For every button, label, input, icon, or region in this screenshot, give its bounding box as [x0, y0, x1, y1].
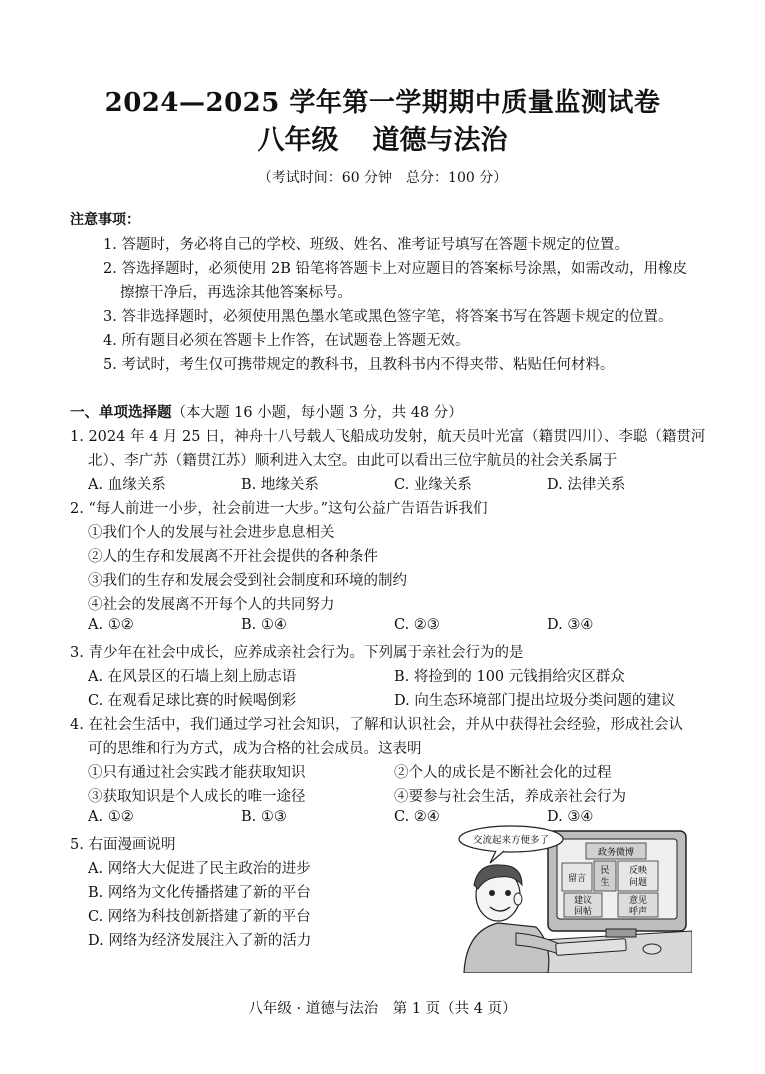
q2-item-3: ③我们的生存和发展会受到社会制度和环境的制约 [88, 573, 407, 589]
grade-subject-title [0, 118, 765, 157]
notice-item-5: 5. 考试时，考生仅可携带规定的教科书，且教科书内不得夹带、粘贴任何材料。 [103, 357, 615, 373]
notice-item-2: 2. 答选择题时，必须使用 2B 铅笔将答题卡上对应题目的答案标号涂黑，如需改动，用橡皮 [103, 261, 688, 277]
q4-option-d: D. ③④ [547, 809, 594, 825]
q1-option-a: A. 血缘关系 [88, 477, 166, 493]
cartoon-speech-text: 交流起来方便多了 [472, 835, 550, 846]
q2-option-c: C. ②③ [394, 617, 440, 633]
q4-stem: 4. 在社会生活中，我们通过学习社会知识，了解和认识社会，并从中获得社会经验，形成社会认 [70, 717, 683, 733]
q4-item-4: ④要参与社会生活，养成亲社会行为 [394, 789, 626, 805]
q2-item-4: ④社会的发展离不开每个人的共同努力 [88, 597, 335, 613]
grade-label: 八年级 [257, 125, 339, 156]
q2-item-1: ①我们个人的发展与社会进步息息相关 [88, 525, 335, 541]
q5-stem: 5. 右面漫画说明 [70, 837, 176, 853]
q4-item-3: ③获取知识是个人成长的唯一途径 [88, 789, 306, 805]
q1-option-c: C. 业缘关系 [394, 477, 472, 493]
cartoon-panel-livelihood-1: 民 [600, 866, 610, 876]
cartoon-panel-suggest-2: 回帖 [573, 907, 593, 917]
exam-info: （考试时间：60 分钟 总分：100 分） [257, 170, 508, 186]
exam-title: 2024—2025 学年第一学期期中质量监测试卷 [104, 88, 661, 118]
notice-item-3: 3. 答非选择题时，必须使用黑色墨水笔或黑色签字笔，将答案书写在答题卡规定的位置。 [103, 309, 673, 325]
q5-option-a: A. 网络大大促进了民主政治的进步 [88, 861, 311, 877]
q2-option-b: B. ①④ [241, 617, 287, 633]
q3-stem: 3. 青少年在社会中成长，应养成亲社会行为。下列属于亲社会行为的是 [70, 645, 524, 661]
q4-option-a: A. ①② [88, 809, 134, 825]
cartoon-illustration [456, 823, 692, 973]
cartoon-panel-suggest-1: 建议 [573, 896, 593, 906]
subject-label: 道德与法治 [372, 125, 508, 156]
q4-item-2: ②个人的成长是不断社会化的过程 [394, 765, 612, 781]
q2-option-a: A. ①② [88, 617, 134, 633]
notice-item-2-cont: 擦擦干净后，再选涂其他答案标号。 [120, 285, 352, 301]
q5-option-b: B. 网络为文化传播搭建了新的平台 [88, 885, 311, 901]
q4-stem-cont: 可的思维和行为方式，成为合格的社会成员。这表明 [88, 741, 422, 757]
section-title: 一、单项选择题 [70, 405, 172, 421]
q1-stem-cont: 北）、李广苏（籍贯江苏）顺利进入太空。由此可以看出三位宇航员的社会关系属于 [88, 453, 618, 469]
cartoon-screen-title: 政务微博 [597, 848, 635, 858]
cartoon-panel-opinion-2: 呼声 [628, 907, 648, 917]
section-heading [70, 401, 463, 422]
q3-option-b: B. 将捡到的 100 元钱捐给灾区群众 [394, 669, 625, 685]
q1-option-d: D. 法律关系 [547, 477, 626, 493]
page-footer: 八年级 · 道德与法治 第 1 页（共 4 页） [248, 1001, 517, 1017]
cartoon-panel-report-1: 反映 [628, 866, 648, 876]
cartoon-panel-report-2: 问题 [628, 878, 648, 888]
cartoon-panel-opinion-1: 意见 [628, 896, 648, 906]
notice-item-4: 4. 所有题目必须在答题卡上作答，在试题卷上答题无效。 [103, 333, 470, 349]
q3-option-d: D. 向生态环境部门提出垃圾分类问题的建议 [394, 693, 676, 709]
notice-heading: 注意事项： [70, 212, 140, 228]
cartoon-panel-livelihood-2: 生 [600, 878, 610, 888]
cartoon-panel-comment: 留言 [567, 874, 587, 884]
section-desc: （本大题 16 小题，每小题 3 分，共 48 分） [171, 405, 463, 421]
q4-option-b: B. ①③ [241, 809, 287, 825]
q5-option-c: C. 网络为科技创新搭建了新的平台 [88, 909, 311, 925]
q2-item-2: ②人的生存和发展离不开社会提供的各种条件 [88, 549, 378, 565]
q1-option-b: B. 地缘关系 [241, 477, 319, 493]
q4-option-c: C. ②④ [394, 809, 440, 825]
q3-option-a: A. 在风景区的石墙上刻上励志语 [88, 669, 297, 685]
q3-option-c: C. 在观看足球比赛的时候喝倒彩 [88, 693, 297, 709]
notice-item-1: 1. 答题时，务必将自己的学校、班级、姓名、准考证号填写在答题卡规定的位置。 [103, 237, 629, 253]
q1-stem: 1. 2024 年 4 月 25 日，神舟十八号载人飞船成功发射，航天员叶光富（籍贯四川）、李聪（籍贯河 [70, 429, 706, 445]
q4-item-1: ①只有通过社会实践才能获取知识 [88, 765, 306, 781]
q2-option-d: D. ③④ [547, 617, 594, 633]
q2-stem: 2. “每人前进一小步，社会前进一大步。”这句公益广告语告诉我们 [70, 501, 488, 517]
q5-option-d: D. 网络为经济发展注入了新的活力 [88, 933, 312, 949]
